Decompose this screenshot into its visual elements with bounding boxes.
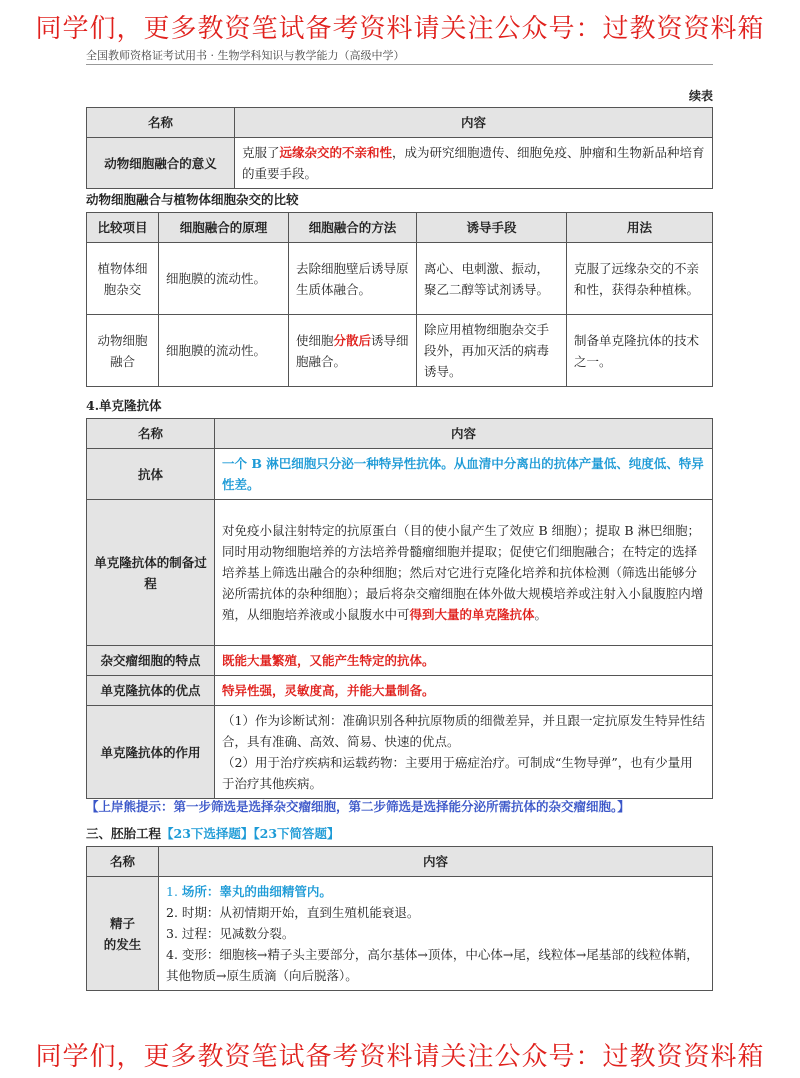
section3-tags: 【23下选择题】【23下简答题】 <box>161 826 340 841</box>
comparison-title: 动物细胞融合与植物体细胞杂交的比较 <box>86 192 299 207</box>
sperm-item-3: 3. 过程：见减数分裂。 <box>166 926 295 941</box>
comparison-row-animal <box>87 315 713 387</box>
preparation-content <box>215 500 713 646</box>
header-divider <box>86 64 713 65</box>
section3-title: 三、胚胎工程 <box>86 826 162 841</box>
continued-label: 续表 <box>688 89 713 103</box>
advantage-label: 单克隆抗体的优点 <box>87 676 215 706</box>
monoclonal-table <box>86 418 713 799</box>
preparation-text: 对免疫小鼠注射特定的抗原蛋白（目的使小鼠产生了效应 B 细胞）；提取 B 淋巴细胞；同时用动物细胞培养的方法培养骨髓瘤细胞并提取；促使它们细胞融合；在特定的选择培养基上筛选出融合的杂种细胞；然后对它进行克隆化培养和抗体检测（筛选出能够分泌所需抗体的杂种细胞）；最后将杂交瘤细胞在体外做大规模培养或注射入小鼠腹腔内增殖，从细胞培养液或小鼠腹水中可 <box>222 523 704 622</box>
hybridoma-content: 既能大量繁殖，又能产生特定的抗体。 <box>215 646 713 676</box>
sperm-item-1-text: 场所：睾丸的曲细精管内。 <box>181 884 332 899</box>
antibody-content: 一个 B 淋巴细胞只分泌一种特异性抗体。从血清中分离出的抗体产量低、纯度低、特异性差。 <box>215 449 713 500</box>
comparison-header-principle: 细胞融合的原理 <box>159 213 289 243</box>
table3-header-content: 内容 <box>215 419 713 449</box>
sperm-label-line2: 的发生 <box>103 936 142 952</box>
section3-heading <box>86 824 340 842</box>
fusion-meaning-prefix: 克服了 <box>242 145 280 160</box>
comparison-item: 植物体细胞杂交 <box>87 243 159 315</box>
table4-header-name: 名称 <box>87 847 159 877</box>
comparison-use: 制备单克隆抗体的技术之一。 <box>567 315 713 387</box>
bottom-banner: 同学们，更多教资笔试备考资料请关注公众号：过教资资料箱 <box>35 1042 765 1072</box>
advantage-content: 特异性强，灵敏度高，并能大量制备。 <box>215 676 713 706</box>
comparison-induce: 除应用植物细胞杂交手段外，再加灭活的病毒诱导。 <box>417 315 567 387</box>
table4-header-content: 内容 <box>159 847 713 877</box>
method-suffix: 诱导细胞融合。 <box>296 332 409 369</box>
sperm-item-4: 4. 变形：细胞核→精子头主要部分，高尔基体→顶体，中心体→尾，线粒体→尾基部的线粒体鞘，其他物质→原生质滴（向后脱落）。 <box>166 947 699 983</box>
top-banner: 同学们，更多教资笔试备考资料请关注公众号：过教资资料箱 <box>35 14 765 44</box>
comparison-header-use: 用法 <box>567 213 713 243</box>
comparison-item: 动物细胞融合 <box>87 315 159 387</box>
fusion-meaning-table <box>86 107 713 189</box>
section4-title: 4.单克隆抗体 <box>86 398 162 413</box>
sperm-table <box>86 846 713 991</box>
table1-header-name: 名称 <box>87 108 235 138</box>
comparison-principle: 细胞膜的流动性。 <box>159 243 289 315</box>
preparation-label: 单克隆抗体的制备过程 <box>87 500 215 646</box>
function-label: 单克隆抗体的作用 <box>87 706 215 799</box>
sperm-item-1 <box>166 881 705 902</box>
method-highlight: 分散后 <box>333 332 372 348</box>
sperm-content <box>159 877 713 991</box>
fusion-meaning-highlight: 远缘杂交的不亲和性 <box>279 145 393 160</box>
antibody-label: 抗体 <box>87 449 215 500</box>
comparison-method <box>289 315 417 387</box>
fusion-meaning-label: 动物细胞融合的意义 <box>87 138 235 189</box>
comparison-header-item: 比较项目 <box>87 213 159 243</box>
comparison-principle: 细胞膜的流动性。 <box>159 315 289 387</box>
sperm-item-2: 2. 时期：从初情期开始，直到生殖机能衰退。 <box>166 905 420 920</box>
table1-header-content: 内容 <box>235 108 713 138</box>
sperm-label <box>87 877 159 991</box>
comparison-row-plant <box>87 243 713 315</box>
preparation-end: 。 <box>534 607 548 622</box>
sperm-item-1-number: 1. <box>166 884 178 899</box>
tip-note: 【上岸熊提示：第一步筛选是选择杂交瘤细胞，第二步筛选是选择能分泌所需抗体的杂交瘤细胞。】 <box>86 799 630 814</box>
comparison-method: 去除细胞壁后诱导原生质体融合。 <box>289 243 417 315</box>
book-subtitle: 全国教师资格证考试用书 · 生物学科知识与教学能力（高级中学） <box>86 49 405 62</box>
comparison-induce: 离心、电刺激、振动，聚乙二醇等试剂诱导。 <box>417 243 567 315</box>
comparison-use: 克服了远缘杂交的不亲和性，获得杂种植株。 <box>567 243 713 315</box>
table3-header-name: 名称 <box>87 419 215 449</box>
function-item-1: （1）作为诊断试剂：准确识别各种抗原物质的细微差异，并且跟一定抗原发生特异性结合，具有准确、高效、简易、快速的优点。 <box>222 713 705 749</box>
method-prefix: 使细胞 <box>296 332 334 348</box>
preparation-highlight: 得到大量的单克隆抗体 <box>409 607 535 622</box>
function-content <box>215 706 713 799</box>
fusion-meaning-content <box>235 138 713 189</box>
comparison-header-method: 细胞融合的方法 <box>289 213 417 243</box>
comparison-header-induce: 诱导手段 <box>417 213 567 243</box>
fusion-meaning-suffix: ，成为研究细胞遗传、细胞免疫、肿瘤和生物新品种培育的重要手段。 <box>242 145 705 181</box>
function-item-2: （2）用于治疗疾病和运载药物：主要用于癌症治疗。可制成“生物导弹”，也有少量用于治疗其他疾病。 <box>222 755 693 791</box>
sperm-label-line1: 精子 <box>109 915 135 931</box>
comparison-table <box>86 212 713 387</box>
hybridoma-label: 杂交瘤细胞的特点 <box>87 646 215 676</box>
